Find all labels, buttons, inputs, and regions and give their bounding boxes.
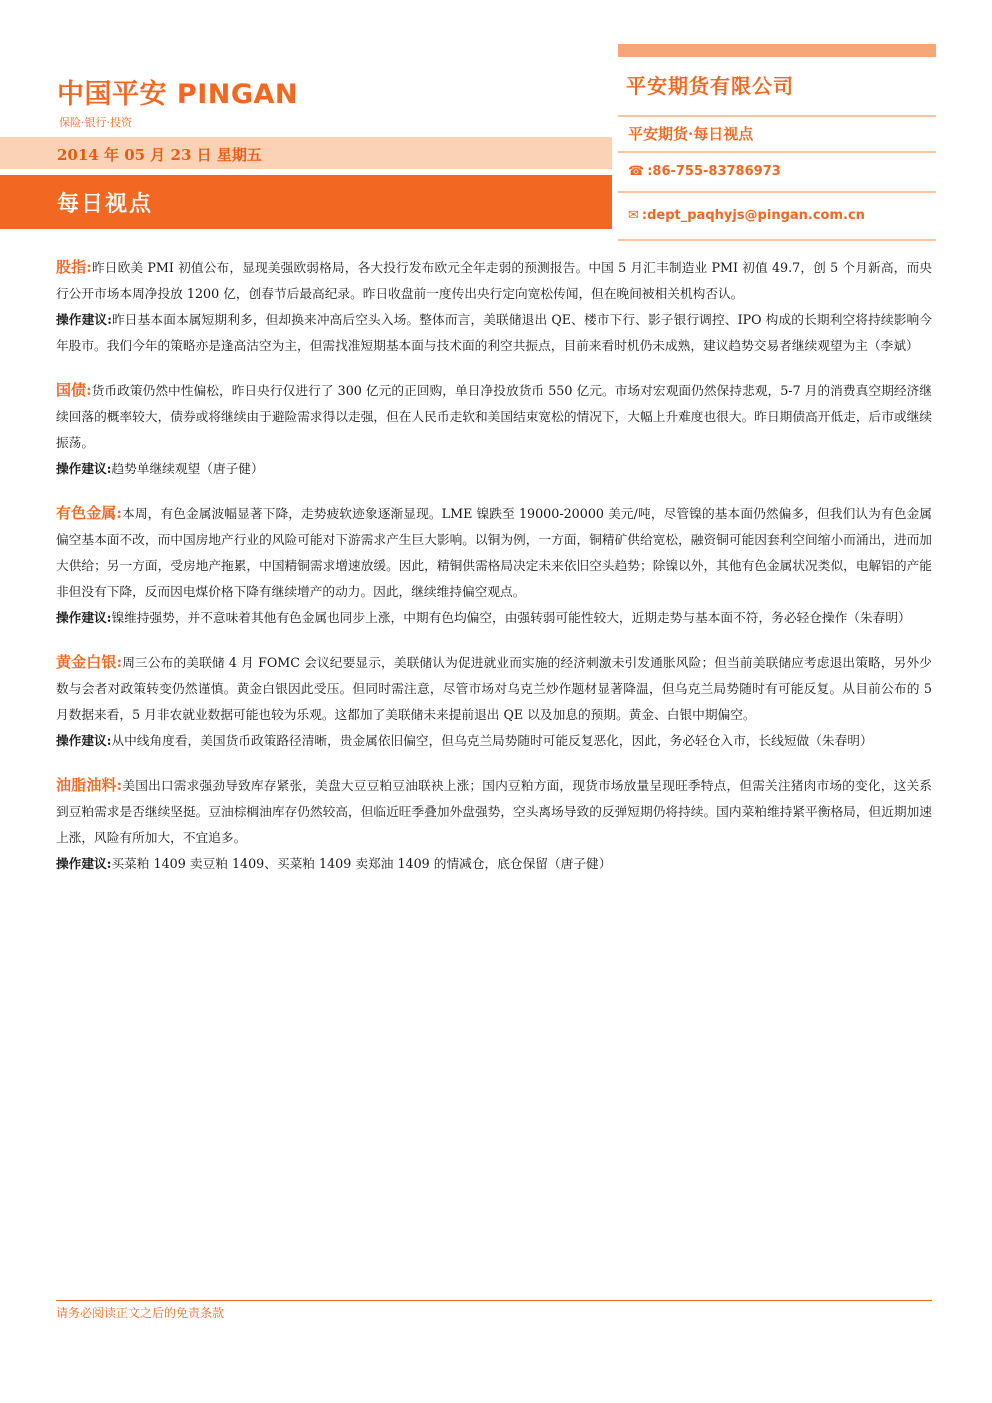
section-text: 昨日欧美 PMI 初值公布，显现美强欧弱格局，各大投行发布欧元全年走弱的预测报告。中国 5 月汇丰制造业 PMI 初值 49.7，创 5 个月新高，而央行公开市场本周净投放 1200 亿，创春节后最高纪录。昨日收盘前一度传出央行定向宽松传闻，但在晚间被相关机构否认。 <box>56 260 932 301</box>
advice-paragraph <box>56 307 932 359</box>
section-label: 黄金白银: <box>56 653 123 671</box>
report-body <box>56 254 932 895</box>
logo-wordmark: 中国平安 PINGAN <box>57 79 298 110</box>
section-stock-index <box>56 254 932 359</box>
section-treasury-bonds <box>56 377 932 482</box>
report-title: 每日视点 <box>57 191 154 217</box>
section-label: 股指: <box>56 258 92 276</box>
section-text: 美国出口需求强劲导致库存紧张，美盘大豆豆粕豆油联袂上涨；国内豆粕方面，现货市场放量呈现旺季特点，但需关注猪肉市场的变化，这关系到豆粕需求是否继续坚挺。豆油棕榈油库存仍然较高，但临近旺季叠加外盘强势，空头离场导致的反弹短期仍将持续。国内菜粕维持紧平衡格局，但近期加速上涨，风险有所加大，不宜追多。 <box>56 778 932 845</box>
email-row <box>618 191 936 239</box>
advice-paragraph <box>56 728 932 754</box>
section-label: 有色金属: <box>56 504 122 522</box>
logo-tagline: 保险·银行·投资 <box>59 116 132 129</box>
panel-bottom-rule <box>618 239 936 241</box>
section-paragraph <box>56 772 932 851</box>
advice-label: 操作建议: <box>56 733 112 748</box>
email-icon: ✉ <box>628 208 639 223</box>
advice-text: 从中线角度看，美国货币政策路径清晰，贵金属依旧偏空，但乌克兰局势随时可能反复恶化，因此，务必轻仓入市，长线短做（朱春明） <box>111 733 873 748</box>
section-text: 周三公布的美联储 4 月 FOMC 会议纪要显示，美联储认为促进就业而实施的经济刺激未引发通胀风险；但当前美联储应考虑退出策略，另外少数与会者对政策转变仍然谨慎。黄金白银因此受压。但同时需注意，尽管市场对乌克兰炒作题材显著降温，但乌克兰局势随时有可能反复。从目前公布的 5 月数据来看，5 月非农就业数据可能也较为乐观。这都加了美联储未来提前退出 QE 以及加息的预期。黄金、白银中期偏空。 <box>56 655 932 722</box>
advice-label: 操作建议: <box>56 610 112 625</box>
section-paragraph <box>56 254 932 307</box>
advice-text: 买菜粕 1409 卖豆粕 1409、买菜粕 1409 卖郑油 1409 的情减仓，底仓保留（唐子健） <box>111 856 612 871</box>
advice-paragraph <box>56 851 932 877</box>
title-band <box>0 175 612 229</box>
section-paragraph <box>56 377 932 456</box>
section-label: 国债: <box>56 381 92 399</box>
pingan-logo <box>57 80 298 130</box>
section-paragraph <box>56 649 932 728</box>
section-text: 货币政策仍然中性偏松，昨日央行仅进行了 300 亿元的正回购，单日净投放货币 550 亿元。市场对宏观面仍然保持悲观，5-7 月的消费真空期经济继续回落的概率较大，债券或将继续由于避险需求得以走强，但在人民币走软和美国结束宽松的情况下，大幅上升难度也很大。昨日期债高开低走，后市或继续振荡。 <box>56 383 932 450</box>
column-name: 平安期货·每日视点 <box>618 115 936 151</box>
advice-text: 镍维持强势，并不意味着其他有色金属也同步上涨，中期有色均偏空，由强转弱可能性较大，近期走势与基本面不符，务必轻仓操作（朱春明） <box>111 610 911 625</box>
company-info-panel <box>618 44 936 241</box>
section-oils-oilseeds <box>56 772 932 877</box>
section-label: 油脂油料: <box>56 776 123 794</box>
section-gold-silver <box>56 649 932 754</box>
footer-rule <box>56 1300 932 1301</box>
advice-label: 操作建议: <box>56 312 112 327</box>
section-paragraph <box>56 500 932 605</box>
email-address: :dept_paqhyjs@pingan.com.cn <box>641 208 865 223</box>
advice-paragraph <box>56 605 932 631</box>
section-nonferrous-metals <box>56 500 932 631</box>
company-name: 平安期货有限公司 <box>626 74 794 98</box>
advice-paragraph <box>56 456 932 482</box>
section-text: 本周，有色金属波幅显著下降，走势疲软迹象逐渐显现。LME 镍跌至 19000-20000 美元/吨，尽管镍的基本面仍然偏多，但我们认为有色金属偏空基本面不改，而中国房地产行业的风险可能对下游需求产生巨大影响。以铜为例，一方面，铜精矿供给宽松，融资铜可能因套利空间缩小而涌出，进而加大供给；另一方面，受房地产拖累，中国精铜需求增速放缓。因此，精铜供需格局决定未来依旧空头趋势；除镍以外，其他有色金属状况类似，电解铝的产能非但没有下降，反而因电煤价格下降有继续增产的动力。因此，继续维持偏空观点。 <box>56 506 932 599</box>
date-band <box>0 137 612 169</box>
phone-icon: ☎ <box>628 164 645 179</box>
phone-row <box>618 151 936 191</box>
report-date: 2014 年 05 月 23 日 星期五 <box>57 146 262 164</box>
advice-text: 昨日基本面本属短期利多，但却换来冲高后空头入场。整体而言，美联储退出 QE、楼市下行、影子银行调控、IPO 构成的长期利空将持续影响今年股市。我们今年的策略亦是逢高沽空为主，但需找准短期基本面与技术面的利空共振点，目前来看时机仍未成熟，建议趋势交易者继续观望为主（李斌） <box>56 312 932 353</box>
advice-label: 操作建议: <box>56 461 112 476</box>
phone-number: :86-755-83786973 <box>647 164 781 179</box>
panel-accent-bar <box>618 44 936 57</box>
advice-label: 操作建议: <box>56 856 112 871</box>
advice-text: 趋势单继续观望（唐子健） <box>111 461 264 476</box>
footer-disclaimer: 请务必阅读正文之后的免责条款 <box>56 1306 225 1320</box>
